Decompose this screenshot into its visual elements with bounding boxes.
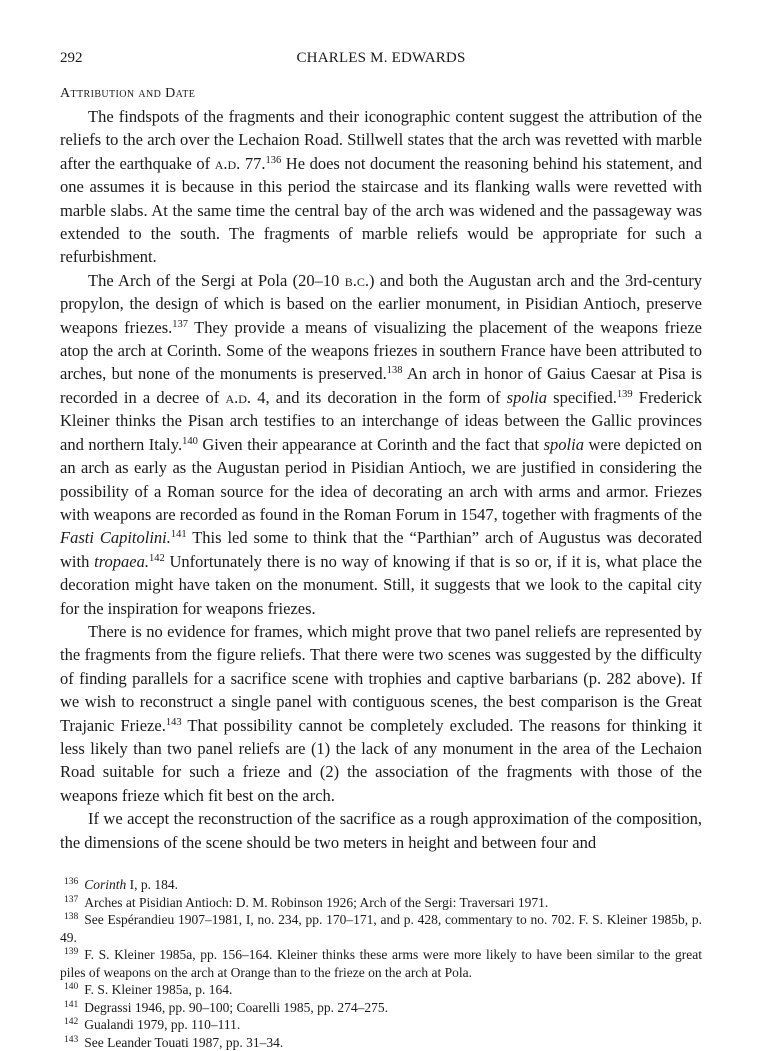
footnote-ref[interactable]: 140 <box>182 436 198 447</box>
footnote: $^{137}$ Arches at Pisidian Antioch: D. M. Robinson 1926; Arch of the Sergi: Traversari 1971. <box>60 894 702 912</box>
body-text <box>60 105 702 854</box>
running-title: CHARLES M. EDWARDS <box>60 50 702 67</box>
footnote: $^{140}$ F. S. Kleiner 1985a, p. 164. <box>60 981 702 999</box>
footnote-ref[interactable]: 136 <box>265 155 281 166</box>
book-page <box>60 50 702 1051</box>
footnote: $^{143}$ See Leander Touati 1987, pp. 31–34. <box>60 1034 702 1051</box>
running-head <box>60 50 702 70</box>
footnote-ref[interactable]: 139 <box>617 389 633 400</box>
section-heading: Attribution and Date <box>60 86 702 102</box>
paragraph: If we accept the reconstruction of the sacrifice as a rough approximation of the composition, the dimensions of the scene should be two meters in height and between four and <box>60 807 702 854</box>
footnotes <box>60 876 702 1051</box>
footnote-ref[interactable]: 143 <box>166 717 182 728</box>
paragraph: The findspots of the fragments and their iconographic content suggest the attribution of the reliefs to the arch over the Lechaion Road. Stillwell states that the arch was revetted with marble after the earthquake of a.d. 77.$^{136}$ He does not document the reasoning behind his statement, and one assumes it is because in this period the staircase and its flanking walls were revetted with marble slabs. At the same time the central bay of the arch was widened and the passageway was extended to the south. The fragments of marble reliefs would be appropriate for such a refurbishment. <box>60 105 702 269</box>
paragraph: There is no evidence for frames, which might prove that two panel reliefs are represented by the fragments from the figure reliefs. That there were two scenes was suggested by the difficulty of finding parallels for a sacrifice scene with trophies and captive barbarians (p. 282 above). If we wish to reconstruct a single panel with contiguous scenes, the best comparison is the Great Trajanic Frieze.$^{143}$ That possibility cannot be completely excluded. The reasons for thinking it less likely than two panel reliefs are (1) the lack of any monument in the area of the Lechaion Road suitable for such a frieze and (2) the association of the fragments with those of the weapons frieze which fit best on the arch. <box>60 620 702 807</box>
footnote: $^{142}$ Gualandi 1979, pp. 110–111. <box>60 1016 702 1034</box>
footnote-ref[interactable]: 142 <box>149 553 165 564</box>
footnote-ref[interactable]: 141 <box>171 529 187 540</box>
paragraph: The Arch of the Sergi at Pola (20–10 b.c.) and both the Augustan arch and the 3rd-century propylon, the design of which is based on the earlier monument, in Pisidian Antioch, preserve weapons friezes.$^{137}$ They provide a means of visualizing the placement of the weapons frieze atop the arch at Corinth. Some of the weapons friezes in southern France have been attributed to arches, but none of the monuments is preserved.$^{138}$ An arch in honor of Gaius Caesar at Pisa is recorded in a decree of a.d. 4, and its decoration in the form of spolia specified.$^{139}$ Frederick Kleiner thinks the Pisan arch testifies to an interchange of ideas between the Gallic provinces and northern Italy.$^{140}$ Given their appearance at Corinth and the fact that spolia were depicted on an arch as early as the Augustan period in Pisidian Antioch, we are justified in considering the possibility of a Roman source for the idea of decorating an arch with arms and armor. Friezes with weapons are recorded as found in the Roman Forum in 1547, together with fragments of the Fasti Capitolini.$^{141}$ This led some to think that the “Parthian” arch of Augustus was decorated with tropaea.$^{142}$ Unfortunately there is no way of knowing if that is so or, if it is, what place the decoration might have taken on the monument. Still, it suggests that we look to the capital city for the inspiration for weapons friezes. <box>60 269 702 620</box>
footnote: $^{141}$ Degrassi 1946, pp. 90–100; Coarelli 1985, pp. 274–275. <box>60 999 702 1017</box>
footnote: $^{139}$ F. S. Kleiner 1985a, pp. 156–164. Kleiner thinks these arms were more likely to have been similar to the great piles of weapons on the arch at Orange than to the frieze on the arch at Pola. <box>60 946 702 981</box>
footnote: $^{136}$ Corinth I, p. 184. <box>60 876 702 894</box>
footnote: $^{138}$ See Espérandieu 1907–1981, I, no. 234, pp. 170–171, and p. 428, commentary to no. 702. F. S. Kleiner 1985b, p. 49. <box>60 911 702 946</box>
page-number: 292 <box>60 50 83 67</box>
footnote-ref[interactable]: 138 <box>387 365 403 376</box>
footnote-ref[interactable]: 137 <box>172 319 188 330</box>
